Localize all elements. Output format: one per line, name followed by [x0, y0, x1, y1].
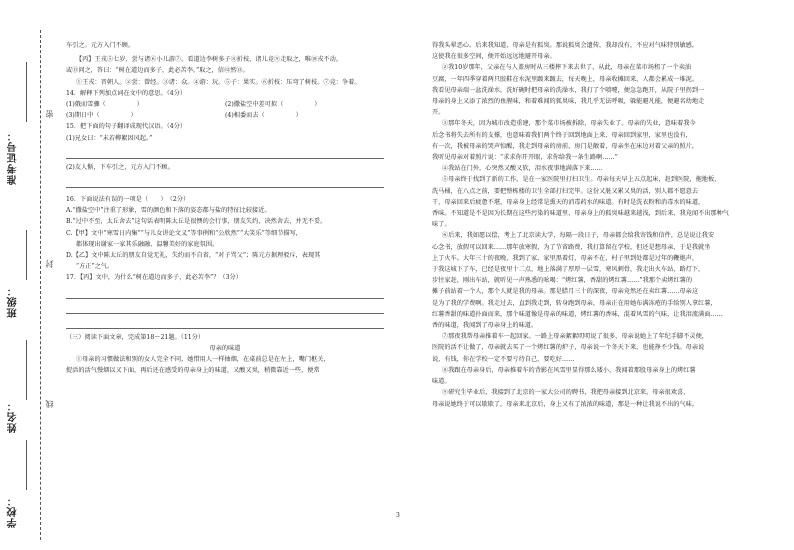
q14-item: (4)相委而去（ ）: [225, 112, 302, 120]
article-title: 母亲的味道: [209, 344, 241, 352]
paragraph: 是为了我的学费啊。我走过去，直到我走到，转身跑到母亲，母亲正在用她布满冻疮的手给别人拿红薯，: [432, 299, 717, 307]
notes: ①王戎：晋朝人。②尝：曾经。③诸：众。④游：玩。⑤子：果实。⑥折枝：压弯了树枝。⑦竞：争着。: [75, 78, 361, 86]
paragraph: 捉活的活气慢烟以又下面，再后还在感受的母亲身上的味道，又酸又臭，稍微靠近一些，便常: [66, 367, 320, 375]
option-d: “方正”之气。: [75, 263, 114, 271]
seal-line: [40, 30, 41, 540]
paragraph: 洗马桶，在八点之前，要把整栋楼的卫生全部打扫完毕。这份又脏又累又臭的活，别人都不愿意去: [432, 187, 699, 195]
seal-mark: 密: [45, 110, 54, 118]
paragraph: 医院的活不让做了，母亲就去买了一个烤红薯的炉子，母亲说一个冬天下来，也能挣不少钱。母亲说: [432, 344, 705, 352]
paragraph: 豆腐，一年四季穿着两只胶鞋在水泥里踱来踱去，每天晚上，母亲收摊回来，人都会累成一堆泥。: [432, 75, 699, 83]
option-c: 都体现出谢家一家其乐融融、温馨美好的家庭氛围。: [75, 240, 219, 248]
school-label: 学校：: [8, 495, 19, 528]
school-underline: [26, 440, 27, 490]
answer-line[interactable]: [66, 304, 384, 314]
paragraph: 有一次，我被母亲的哭声惊醒，我走到母亲的房前，房门是敞着，母亲坐在床边对着父亲的照片，: [432, 142, 699, 150]
q15-item: (1)兄女曰：“未若柳絮因风起。”: [66, 134, 153, 142]
paragraph: 说，有钱，你在学校一定不要亏待自己，要吃好……: [432, 355, 575, 363]
paragraph: 红薯香甜的味道扑面而来，那个味道像是母亲的味道，烤红薯的香味，混着风雪的气味，让我泪流满面……: [432, 310, 723, 318]
paragraph: ②我10岁那年，父亲在与人盖房时从三楼摔下来去世了，从此，母亲在菜市场租了一个卖油: [441, 64, 692, 72]
q15-item: (2)友人惭，下车引之，元方入门不顾。: [66, 163, 174, 171]
answer-line[interactable]: [66, 149, 384, 159]
paragraph: 母亲的身上又添了浓烈的鱼腥味，和着难闻的狐臭味，我几乎无法呼吸，躲能避凡能，便避名幼地走: [432, 98, 705, 106]
question-14: 14．解释下列加点词在文中的意思。（4分）: [66, 89, 187, 97]
paragraph: 味了。: [432, 221, 451, 229]
question-17: 17．【丙】文中，为什么“树在道边而多子，此必苦李”？（3分）: [66, 274, 242, 282]
paragraph: ③那年冬天，因为城市改造重建，那个菜市场被拆除，母亲失业了。母亲的失业，意味着我今: [441, 120, 696, 128]
passage-bing: 或⑪问之，答曰：“树在道边而多子，此必苦李。”取之，信⑫然⑬。: [66, 67, 249, 75]
paragraph: 于我这城下了车，已经是夜里十二点，地上落满了厚厚一层雪，寒风刺骨，我走出火车站，路灯下，: [432, 266, 705, 274]
class-underline: [26, 230, 27, 280]
binding-margin: [0, 0, 58, 550]
paragraph: 心念书，放假可以回来……那年放寒假，为了节省路费，我打算留在学校，但还是想母亲，于是我就坐: [432, 243, 711, 251]
paragraph: 后念书将失去所有的支撑，也意味着我们两个终于回到地面上来，母亲回到家里，家里也没有，: [432, 131, 692, 139]
option-d: D.【乙】文中陈太丘的朋友自觉无礼，失约而不自省，“对子骂父”；陈元方据理驳斥，表现其: [66, 252, 321, 260]
text-line: 车引之。元方入门不顾。: [66, 42, 135, 49]
name-label: 姓名：: [8, 400, 19, 433]
option-b: B.“过中不至，太丘舍去”这句话表明陈太丘是很懊的会行事，朋友失约，决然舍去，并无不妥。: [66, 218, 327, 226]
paragraph: 我看见母亲端一盆洗澡水，洗好碗时把母亲的洗澡水，我打了个喷嚏，便急急跑开，从院子里拐到一: [432, 86, 705, 94]
right-column: [432, 40, 758, 410]
paragraph: 摊子前站着一个人，那个人就是我的母亲。那是腊月三十的深夜，母亲竟然还在卖红薯……母亲这: [432, 288, 699, 296]
paragraph: 母亲说她终于可以歇歇了，母亲来北京后，身上又有了浓浓的味道，那是一种让我说不出的气味。: [432, 400, 699, 408]
class-label: 班级：: [8, 285, 19, 318]
answer-line[interactable]: [66, 289, 384, 299]
option-a: A.“撒盐空中”注重了形象，雪的颜色和下落的姿态都与盐的特征比较接近。: [66, 207, 271, 215]
exam-id-underline: [26, 62, 27, 122]
q14-row: [66, 110, 384, 121]
answer-line[interactable]: [66, 178, 384, 188]
question-16: 16．下面说法有误的一项是（ ） （2分）: [66, 196, 190, 204]
paragraph: 味道。: [432, 378, 451, 386]
seal-mark: 封: [45, 260, 54, 268]
paragraph: 得我头晕恶心。后来我知道，母亲是有狐臭。那说狐臭会遗传，我却没有，不应对气味特别敏感，: [432, 42, 699, 49]
paragraph: ⑥后来，我如愿以偿，考上了北京读大学，每隔一段日子，母亲都会给我寄钱和信件，总是说让我安: [441, 232, 715, 240]
paragraph: ⑧我跟在母亲身后，母亲推着车的背影在风雪里显得那么矮小，我闻着那股母亲身上的烤红薯: [441, 366, 696, 374]
page-number: 3: [396, 512, 400, 519]
paragraph: ⑦那夜我帮母亲推着车一起回家。一路上母亲絮絮叨叨说了很多，母亲说她上了年纪手脚不灵便，: [441, 333, 708, 341]
q14-row: [66, 99, 384, 110]
paragraph: ④我站在门外，心突然又酸又软，泪水夜事地满落下来……: [441, 165, 603, 173]
paragraph: 开。: [432, 109, 445, 117]
q14-item: (3)期日中（ ）: [66, 112, 137, 120]
question-15: 15．把下面的句子翻译成现代汉语。（4分）: [66, 123, 187, 131]
section-3: （三）阅读下面文章，完成第18～21题。（11分）: [66, 333, 205, 341]
paragraph: 这使我在很多空间，便开始远远地避开母亲。: [432, 53, 556, 61]
paragraph: 步往家赶，刚出车站，就听见一声熟悉的吆喝：“烤红薯，香甜的烤红薯……”我那个卖烤红薯的: [432, 277, 693, 285]
paragraph: ①母亲的习惯做法和别的女人完全不同，她惜用人一样抽烟，在桌前总是在左上，嘴门枢关，: [75, 356, 330, 364]
answer-line[interactable]: [66, 319, 384, 329]
option-c: C.【甲】文中“寒雪日内集”“与儿女讲论文义”等事例和“公欣然”“大笑乐”等细节描写，: [66, 229, 302, 237]
name-underline: [26, 340, 27, 400]
seal-mark: 线: [45, 400, 54, 408]
paragraph: 香味。不知道是不是因为长期在这些污染的味道里，母亲身上的狐臭味越来越浅，到后来，我竟闻不出那种气: [432, 210, 729, 218]
q14-item: (2)撒盐空中差可拟（ ）: [225, 101, 321, 109]
left-column: [66, 40, 384, 376]
paragraph: 干，母亲回来后疲惫不堪，母亲身上经常是熏天的消毒药水的味道。有时是洗衣粉和消毒水的味道，: [432, 198, 705, 206]
paragraph: 上了火车。大年三十的夜晚，我到了家，家里黑着灯，母亲不在，村子里到处都是过年的鞭炮声，: [432, 254, 699, 262]
paragraph: ⑨研究生毕业后，我接到了北京的一家大公司的聘书，我把母亲接到北京来，母亲很欢喜，: [441, 389, 690, 397]
q14-item: (1)俄而雪骤（ ）: [66, 101, 143, 109]
paragraph: 我听见母亲对着照片说：“求求你开开眼，求你给我一条生路啊……”: [432, 154, 618, 162]
paragraph: ⑤母亲终于找到了新的工作，是在一家医院里打扫卫生。母亲每天早上五点起床，赶到医院，拖地板，: [441, 176, 721, 184]
exam-id-label: 准考证号：: [8, 130, 19, 185]
passage-bing: 【丙】王戎⑤七岁，尝与诸⑥小儿游⑦。看道边李树多子⑧折枝，诸儿竞⑨走取之，唯⑩戎不动。: [75, 56, 342, 64]
paragraph: 香的味道，我闻到了母亲身上的味道。: [432, 322, 538, 330]
